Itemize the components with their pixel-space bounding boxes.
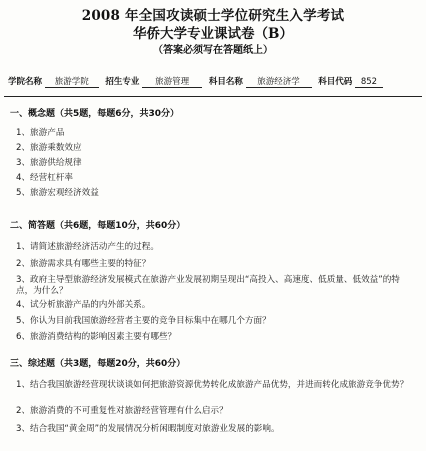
short-item: 5、你认为目前我国旅游经营者主要的竞争目标集中在哪几个方面？ xyxy=(16,316,271,326)
essay-item: 3、结合我国“黄金周”的发展情况分析闲暇制度对旅游业发展的影响。 xyxy=(16,424,280,434)
exam-title: 2008 年全国攻读硕士学位研究生入学考试 xyxy=(81,8,345,24)
concept-item: 1、旅游产品 xyxy=(16,128,65,138)
short-item: 3、政府主导型旅游经济发展模式在旅游产业发展初期呈现出“高投入、高速度、低质量、低效益”的特点，为什么？ xyxy=(16,275,400,296)
subject-value: 旅游经济学 xyxy=(246,75,312,88)
exam-note: （答案必须写在答题纸上） xyxy=(153,45,273,56)
essay-item: 1、结合我国旅游经营现状谈谈如何把旅游资源优势转化成旅游产品优势，并进而转化成旅游竞争优势？ xyxy=(16,380,409,390)
course-info-line xyxy=(8,75,418,88)
short-item: 2、旅游需求具有哪些主要的特征？ xyxy=(16,259,151,269)
short-item: 4、试分析旅游产品的内外部关系。 xyxy=(16,300,151,310)
concept-item: 3、旅游供给规律 xyxy=(16,158,82,168)
exam-subtitle: 华侨大学专业课试卷（B） xyxy=(133,26,293,42)
subject-label: 科目名称 xyxy=(208,77,243,87)
major-value: 旅游管理 xyxy=(142,75,202,88)
section-essay-title: 三、综述题（共3题，每题20分，共60分） xyxy=(10,359,186,369)
concept-item: 4、经营杠杆率 xyxy=(16,173,74,183)
college-value: 旅游学院 xyxy=(45,75,99,88)
short-item: 6、旅游消费结构的影响因素主要有哪些？ xyxy=(16,332,177,342)
concept-item: 2、旅游乘数效应 xyxy=(16,143,82,153)
section-short-title: 二、简答题（共6题，每题10分，共60分） xyxy=(10,221,186,231)
divider-line xyxy=(4,96,422,97)
code-label: 科目代码 xyxy=(318,77,353,87)
code-value: 852 xyxy=(355,77,383,88)
section-concept-title: 一、概念题（共5题，每题6分，共30分） xyxy=(10,109,180,119)
essay-item: 2、旅游消费的不可重复性对旅游经营管理有什么启示？ xyxy=(16,406,228,416)
concept-item: 5、旅游宏观经济效益 xyxy=(16,188,99,198)
short-item: 1、请简述旅游经济活动产生的过程。 xyxy=(16,242,159,252)
college-label: 学院名称 xyxy=(8,77,43,87)
major-label: 招生专业 xyxy=(105,77,140,87)
